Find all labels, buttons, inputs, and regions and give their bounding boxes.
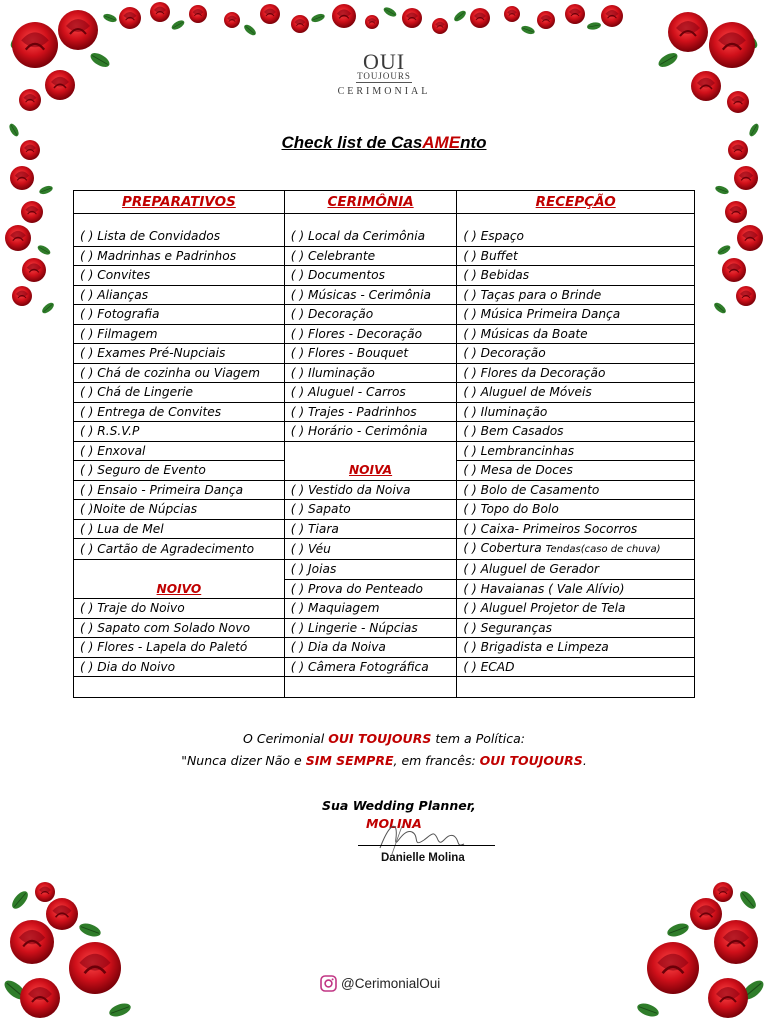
signature-greeting: Sua Wedding Planner, — [322, 798, 476, 813]
checklist-item[interactable]: ( ) Cartão de Agradecimento — [74, 539, 285, 560]
checklist-item[interactable]: ( ) Local da Cerimônia — [284, 227, 457, 246]
checklist-item[interactable]: ( ) Aluguel - Carros — [284, 383, 457, 403]
instagram-icon — [320, 975, 337, 992]
table-row — [74, 560, 695, 580]
checklist-item[interactable]: ( ) Músicas - Cerimônia — [284, 285, 457, 305]
signature-name: Danielle Molina — [381, 852, 465, 864]
checklist-item[interactable]: ( ) Maquiagem — [284, 599, 457, 619]
checklist-item[interactable]: ( ) Lua de Mel — [74, 519, 285, 539]
checklist-item[interactable]: ( ) Aluguel Projetor de Tela — [457, 599, 695, 619]
section-title-noivo: NOIVO — [74, 579, 285, 599]
checklist-item[interactable]: ( ) Exames Pré-Nupciais — [74, 344, 285, 364]
checklist-item[interactable]: ( ) Alianças — [74, 285, 285, 305]
brand-logo — [0, 49, 768, 97]
checklist-item[interactable]: ( ) R.S.V.P — [74, 422, 285, 442]
checklist-table — [73, 190, 695, 698]
checklist-item[interactable]: ( ) Sapato com Solado Novo — [74, 618, 285, 638]
title-part2: AME — [422, 133, 461, 152]
checklist-item[interactable]: ( ) Celebrante — [284, 246, 457, 266]
checklist-item[interactable]: ( ) Decoração — [457, 344, 695, 364]
table-row — [74, 324, 695, 344]
checklist-item[interactable]: ( ) Caixa- Primeiros Socorros — [457, 519, 695, 539]
checklist-item[interactable]: ( ) Havaianas ( Vale Alívio) — [457, 579, 695, 599]
table-row — [74, 618, 695, 638]
table-row — [74, 599, 695, 619]
table-row — [74, 657, 695, 677]
table-row — [74, 363, 695, 383]
table-row — [74, 305, 695, 325]
table-row — [74, 383, 695, 403]
checklist-item[interactable]: ( ) Espaço — [457, 227, 695, 246]
page-title — [0, 133, 768, 153]
checklist-item[interactable]: ( ) Música Primeira Dança — [457, 305, 695, 325]
checklist-item[interactable]: ( ) Seguranças — [457, 618, 695, 638]
checklist-item[interactable]: ( ) Dia da Noiva — [284, 638, 457, 658]
checklist-item[interactable]: ( ) Prova do Penteado — [284, 579, 457, 599]
checklist-item[interactable]: ( ) Seguro de Evento — [74, 461, 285, 481]
table-row — [74, 246, 695, 266]
table-row — [74, 539, 695, 560]
checklist-item[interactable]: ( ) Chá de Lingerie — [74, 383, 285, 403]
section-title-noiva: NOIVA — [284, 461, 457, 481]
policy-line2-c: , em francês: — [393, 753, 480, 768]
logo-divider — [356, 82, 412, 83]
title-part3: nto — [460, 133, 487, 152]
table-row — [74, 500, 695, 520]
checklist-item[interactable]: ( ) Bebidas — [457, 266, 695, 286]
checklist-item[interactable]: ( ) Taças para o Brinde — [457, 285, 695, 305]
empty-cell — [284, 441, 457, 461]
rose-bouquet-bottom-left — [0, 880, 140, 1024]
checklist-item[interactable]: ( ) Flores - Decoração — [284, 324, 457, 344]
checklist-item[interactable]: ( ) Iluminação — [284, 363, 457, 383]
table-row — [74, 285, 695, 305]
checklist-item[interactable]: ( ) Dia do Noivo — [74, 657, 285, 677]
signature-line — [358, 845, 495, 846]
col-header-preparativos: PREPARATIVOS — [74, 191, 285, 214]
checklist-item[interactable]: ( ) Sapato — [284, 500, 457, 520]
table-row — [74, 480, 695, 500]
checklist-item[interactable]: ( ) Aluguel de Gerador — [457, 560, 695, 580]
checklist-item[interactable]: ( ) Fotografia — [74, 305, 285, 325]
checklist-item[interactable]: ( ) ECAD — [457, 657, 695, 677]
table-row — [74, 638, 695, 658]
checklist-item[interactable]: ( ) Câmera Fotográfica — [284, 657, 457, 677]
checklist-item[interactable]: ( ) Buffet — [457, 246, 695, 266]
checklist-item[interactable]: ( ) Músicas da Boate — [457, 324, 695, 344]
checklist-item[interactable]: ( ) Decoração — [284, 305, 457, 325]
checklist-item[interactable]: ( ) Mesa de Doces — [457, 461, 695, 481]
table-row — [74, 519, 695, 539]
logo-oui: OUI — [362, 49, 406, 74]
policy-line1-a: O Cerimonial — [243, 731, 329, 746]
table-row — [74, 461, 695, 481]
checklist-item[interactable]: ( ) Lista de Convidados — [74, 227, 285, 246]
checklist-item[interactable]: ( ) Iluminação — [457, 402, 695, 422]
checklist-item[interactable]: ( ) Chá de cozinha ou Viagem — [74, 363, 285, 383]
title-part1: Check list de Cas — [281, 133, 423, 152]
checklist-item[interactable]: ( ) Bem Casados — [457, 422, 695, 442]
table-row — [74, 422, 695, 442]
rose-bouquet-bottom-right — [628, 880, 768, 1024]
checklist-item[interactable]: ( ) Madrinhas e Padrinhos — [74, 246, 285, 266]
checklist-item[interactable]: ( ) Documentos — [284, 266, 457, 286]
policy-line2-a: "Nunca dizer Não e — [181, 753, 306, 768]
checklist-item[interactable]: ( ) Traje do Noivo — [74, 599, 285, 619]
checklist-item[interactable]: ( ) Enxoval — [74, 441, 285, 461]
checklist-item[interactable]: ( ) Joias — [284, 560, 457, 580]
checklist-item[interactable]: ( ) Flores - Lapela do Paletó — [74, 638, 285, 658]
instagram-label: @CerimonialOui — [341, 976, 441, 991]
checklist-item[interactable]: ( ) Trajes - Padrinhos — [284, 402, 457, 422]
checklist-item[interactable]: ( ) Flores da Decoração — [457, 363, 695, 383]
instagram-handle[interactable] — [320, 975, 440, 992]
spacer-row — [74, 677, 695, 698]
spacer-row — [74, 214, 695, 228]
cobertura-note: Tendas(caso de chuva) — [545, 544, 661, 555]
checklist-item[interactable]: ( ) Entrega de Convites — [74, 402, 285, 422]
table-row — [74, 402, 695, 422]
table-row — [74, 441, 695, 461]
checklist-item[interactable]: ( ) Brigadista e Limpeza — [457, 638, 695, 658]
checklist-item[interactable]: ( ) Lembrancinhas — [457, 441, 695, 461]
table-row — [74, 266, 695, 286]
logo-toujours: TOUJOURS — [357, 71, 411, 81]
table-row — [74, 344, 695, 364]
col-header-cerimonia: CERIMÔNIA — [284, 191, 457, 214]
table-row — [74, 579, 695, 599]
checklist-item[interactable]: ( ) Véu — [284, 539, 457, 560]
checklist-item[interactable]: ( ) Aluguel de Móveis — [457, 383, 695, 403]
policy-line1-b: OUI TOUJOURS — [328, 731, 432, 746]
checklist-item[interactable]: ( ) Ensaio - Primeira Dança — [74, 480, 285, 500]
empty-cell — [74, 560, 285, 580]
checklist-item[interactable]: ( ) Tiara — [284, 519, 457, 539]
signature-molina: MOLINA — [366, 816, 422, 831]
policy-line2-d: OUI TOUJOURS — [479, 753, 583, 768]
checklist-item[interactable]: ( ) Lingerie - Núpcias — [284, 618, 457, 638]
checklist-item[interactable]: ( ) Filmagem — [74, 324, 285, 344]
table-row — [74, 227, 695, 246]
policy-text — [0, 728, 768, 772]
checklist-item[interactable]: ( ) Horário - Cerimônia — [284, 422, 457, 442]
checklist-item[interactable]: ( ) Bolo de Casamento — [457, 480, 695, 500]
checklist-item[interactable]: ( ) Flores - Bouquet — [284, 344, 457, 364]
logo-cerimonial: CERIMONIAL — [337, 86, 431, 97]
checklist-item[interactable]: ( )Noite de Núpcias — [74, 500, 285, 520]
checklist-item[interactable]: ( ) Convites — [74, 266, 285, 286]
checklist-item[interactable]: ( ) Cobertura Tendas(caso de chuva) — [457, 539, 695, 560]
header-row — [74, 191, 695, 214]
policy-line2-e: . — [582, 753, 587, 768]
col-header-recepcao: RECEPÇÃO — [457, 191, 695, 214]
checklist-item[interactable]: ( ) Topo do Bolo — [457, 500, 695, 520]
checklist-item[interactable]: ( ) Vestido da Noiva — [284, 480, 457, 500]
policy-line2-b: SIM SEMPRE — [305, 753, 394, 768]
policy-line1-c: tem a Política: — [431, 731, 525, 746]
